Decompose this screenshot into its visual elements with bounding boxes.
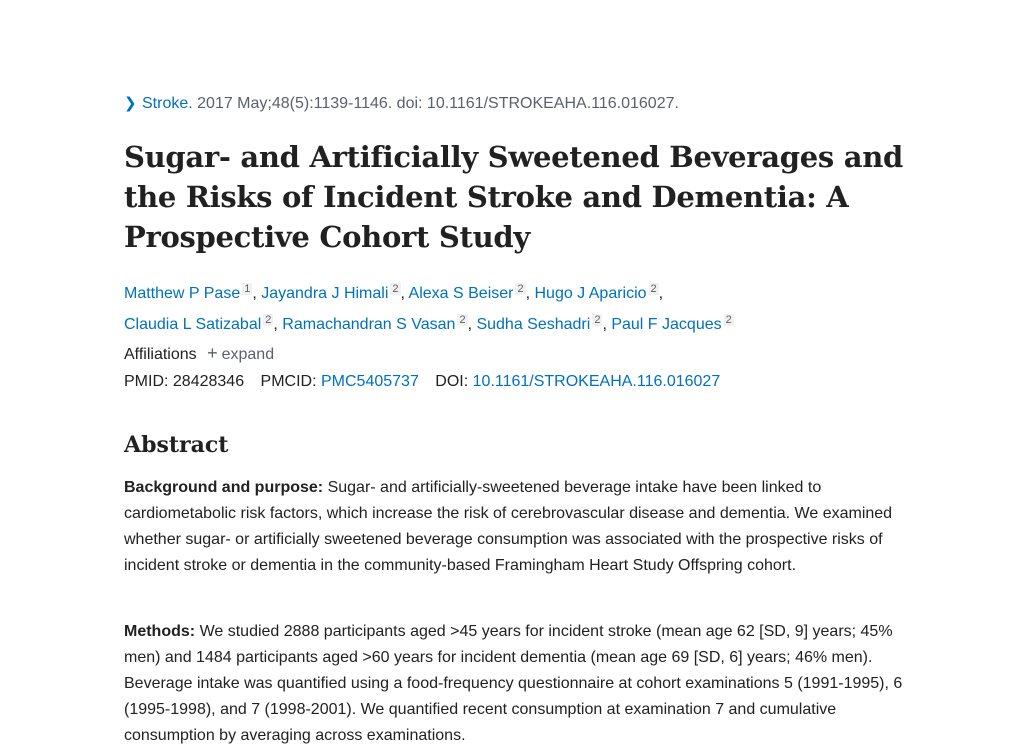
author-link[interactable]: Alexa S Beiser <box>408 285 514 302</box>
author-link[interactable]: Paul F Jacques <box>611 316 722 333</box>
author-link[interactable]: Hugo J Aparicio <box>534 285 647 302</box>
citation-line <box>124 94 679 113</box>
methods-text: We studied 2888 participants aged >45 years for incident stroke (mean age 62 [SD, 9] years; 45% men) and 1484 participants aged >60 years for incident dementia (mean age 69 [SD, 6] years; 46% men). Beverage intake was quantified using a food-frequency questionnaire at cohort examinations 5 (1991-1995), 6 (1995-1998), and 7 (1998-2001). We quantified recent consumption at examination 7 and cumulative consumption by averaging across examinations. <box>124 623 903 744</box>
author-link[interactable]: Jayandra J Himali <box>261 285 389 302</box>
author-link[interactable]: Ramachandran S Vasan <box>282 316 456 333</box>
background-label: Background and purpose: <box>124 479 324 496</box>
expand-affiliations-button[interactable] <box>207 343 275 363</box>
methods-label: Methods: <box>124 623 196 640</box>
pmcid-link[interactable]: PMC5405737 <box>321 373 419 390</box>
affiliation-ref[interactable]: 1 <box>244 283 251 295</box>
identifier-row <box>124 373 720 391</box>
expand-label: expand <box>221 346 275 363</box>
citation-details: 2017 May;48(5):1139-1146. doi: 10.1161/STROKEAHA.116.016027. <box>197 95 679 112</box>
affiliation-ref[interactable]: 2 <box>517 283 524 295</box>
affiliation-ref[interactable]: 2 <box>650 283 657 295</box>
abstract-methods <box>124 619 914 749</box>
author-link[interactable]: Sudha Seshadri <box>476 316 591 333</box>
abstract-background <box>124 475 914 579</box>
abstract-heading: Abstract <box>124 432 229 458</box>
pmid-label: PMID: <box>124 373 169 390</box>
affiliations-row <box>124 343 274 364</box>
affiliation-ref[interactable]: 2 <box>265 314 272 326</box>
pmid-value: 28428346 <box>172 373 245 390</box>
chevron-right-icon[interactable]: ❯ <box>124 95 137 112</box>
author-list: Matthew P Pase $^1$ , Jayandra J Himali $^2$ , Alexa S Beiser $^2$ , Hugo J Aparicio $^2$ , Claudia L Satizabal $^2$ , Ramachandran S Vasan $^2$ , Sudha Seshadri $^2$ , Paul F Jacques $^2$ <box>124 283 732 333</box>
author-link[interactable]: Matthew P Pase <box>124 285 241 302</box>
plus-icon: + <box>207 343 218 363</box>
article-title: Sugar- and Artificially Sweetened Beverages and the Risks of Incident Stroke and Dementia: A Prospective Cohort Study <box>124 140 903 254</box>
doi-label: DOI: <box>435 373 469 390</box>
background-text: Sugar- and artificially-sweetened beverage intake have been linked to cardiometabolic risk factors, which increase the risk of cerebrovascular disease and dementia. We examined whether sugar- or artificially sweetened beverage consumption was associated with the prospective risks of incident stroke or dementia in the community-based Framingham Heart Study Offspring cohort. <box>124 479 893 574</box>
journal-link[interactable]: Stroke. <box>142 95 193 112</box>
doi-link[interactable]: 10.1161/STROKEAHA.116.016027 <box>472 373 721 390</box>
pmcid-label: PMCID: <box>260 373 317 390</box>
affiliation-ref[interactable]: 2 <box>392 283 399 295</box>
affiliation-ref[interactable]: 2 <box>725 314 732 326</box>
affiliation-ref[interactable]: 2 <box>459 314 466 326</box>
affiliations-label: Affiliations <box>124 346 197 363</box>
affiliation-ref[interactable]: 2 <box>594 314 601 326</box>
author-link[interactable]: Claudia L Satizabal <box>124 316 262 333</box>
